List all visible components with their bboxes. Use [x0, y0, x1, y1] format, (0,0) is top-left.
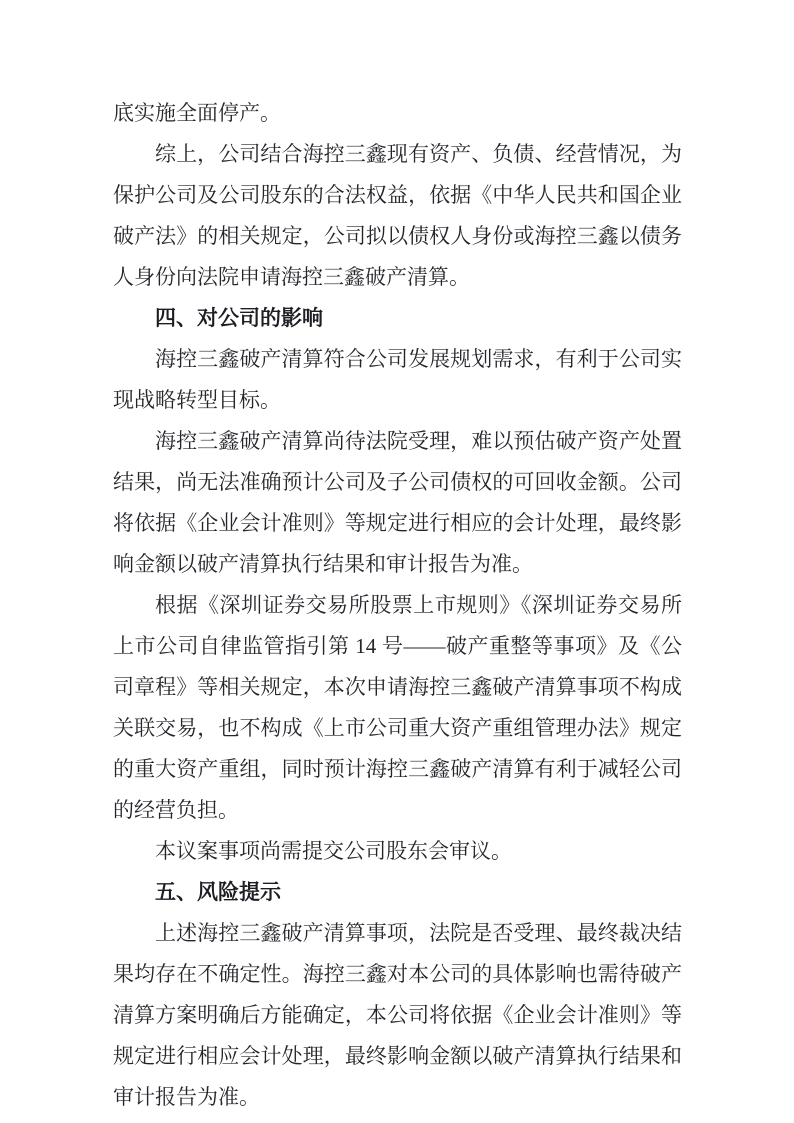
paragraph-accounting-treatment: 海控三鑫破产清算尚待法院受理，难以预估破产资产处置结果，尚无法准确预计公司及子公司债权的可回收金额。公司将依据《企业会计准则》等规定进行相应的会计处理，最终影响金额以破产清算执行结果和审计报告为准。 [113, 429, 682, 576]
paragraph-strategic-goal: 海控三鑫破产清算符合公司发展规划需求，有利于公司实现战略转型目标。 [113, 347, 682, 412]
section-heading-impact-on-company: 四、对公司的影响 [155, 307, 323, 330]
paragraph-shareholder-meeting: 本议案事项尚需提交公司股东会审议。 [155, 839, 512, 863]
section-heading-risk-notice: 五、风险提示 [155, 881, 281, 904]
paragraph-risk-uncertainty: 上述海控三鑫破产清算事项，法院是否受理、最终裁决结果均存在不确定性。海控三鑫对本公司的具体影响也需待破产清算方案明确后方能确定，本公司将依据《企业会计准则》等规定进行相应会计处理，最终影响金额以破产清算执行结果和审计报告为准。 [113, 921, 682, 1109]
paragraph-regulatory-basis: 根据《深圳证券交易所股票上市规则》《深圳证券交易所上市公司自律监管指引第 14 号——破产重整等事项》及《公司章程》等相关规定，本次申请海控三鑫破产清算事项不构成关联交易，也不构成《上市公司重大资产重组管理办法》规定的重大资产重组，同时预计海控三鑫破产清算有利于减轻公司的经营负担。 [113, 593, 682, 822]
paragraph-continuation: 底实施全面停产。 [113, 101, 281, 125]
document-content [113, 93, 682, 1118]
paragraph-summary-bankruptcy-application: 综上，公司结合海控三鑫现有资产、负债、经营情况，为保护公司及公司股东的合法权益，依据《中华人民共和国企业破产法》的相关规定，公司拟以债权人身份或海控三鑫以债务人身份向法院申请海控三鑫破产清算。 [113, 142, 682, 289]
